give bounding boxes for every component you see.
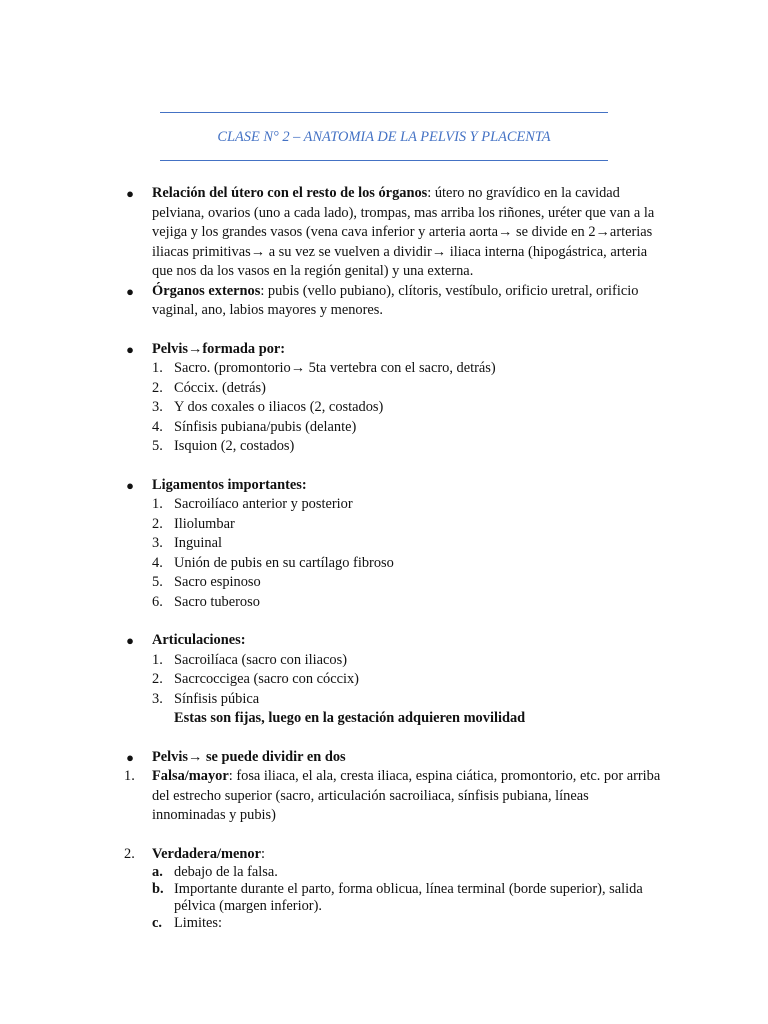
list-number: 3. <box>152 399 163 415</box>
list-item <box>124 534 664 554</box>
verdadera-heading: Verdadera/menor <box>152 845 261 862</box>
list-item-text: Sacro tuberoso <box>174 593 260 610</box>
list-item <box>124 515 664 535</box>
list-item-text: Isquion (2, costados) <box>174 438 295 454</box>
falsa-paragraph <box>124 767 664 826</box>
list-item-text: Unión de pubis en su cartílago fibroso <box>174 554 394 571</box>
title-block <box>160 112 608 161</box>
list-letter: a. <box>152 864 163 880</box>
list-number: 1. <box>152 496 163 512</box>
list-item <box>124 670 664 690</box>
list-item <box>124 379 664 399</box>
bullet-icon: ● <box>126 341 134 357</box>
ligamentos-heading: Ligamentos importantes: <box>152 476 307 493</box>
organos-paragraph <box>124 282 664 321</box>
list-item <box>124 418 664 438</box>
organos-heading: Órganos externos <box>152 282 261 299</box>
list-number: 5. <box>152 438 163 454</box>
list-letter: b. <box>152 881 164 897</box>
page-title: CLASE N° 2 – ANATOMIA DE LA PELVIS Y PLACENTA <box>217 129 551 145</box>
bullet-icon: ● <box>126 477 134 493</box>
list-item <box>124 690 664 710</box>
list-item <box>124 359 664 379</box>
list-number: 3. <box>152 535 163 551</box>
pelvis-list <box>124 359 664 457</box>
list-item <box>124 651 664 671</box>
falsa-heading: Falsa/mayor <box>152 768 229 784</box>
list-item-text: Sínfisis púbica <box>174 690 260 707</box>
list-item <box>124 573 664 593</box>
document-body <box>124 184 664 932</box>
falsa-text: : fosa iliaca, el ala, cresta iliaca, espina ciática, promontorio, etc. por arriba del estrecho superior (sacro, articulación sacroiliaca, sínfisis pubiana, líneas innominadas y pubis) <box>152 768 661 823</box>
articulaciones-list <box>124 651 664 710</box>
list-number: 3. <box>152 690 163 707</box>
list-item-text: Limites: <box>174 915 222 931</box>
organos-text: : pubis (vello pubiano), clítoris, vestíbulo, orificio uretral, orificio vaginal, ano, labios mayores y menores. <box>152 282 639 318</box>
verdadera-colon: : <box>260 845 265 862</box>
relacion-heading: Relación del útero con el resto de los órganos <box>152 185 428 201</box>
list-item-text: Iliolumbar <box>174 515 235 532</box>
list-number: 2. <box>152 379 163 396</box>
division-heading: Pelvis→ se puede dividir en dos <box>152 748 346 765</box>
list-item-text: Sacro espinoso <box>174 574 261 590</box>
list-letter: c. <box>152 915 162 931</box>
articulaciones-note: Estas son fijas, luego en la gestación adquieren movilidad <box>174 710 526 726</box>
bullet-icon: ● <box>126 749 134 765</box>
list-number: 1. <box>152 360 163 376</box>
bullet-icon: ● <box>126 633 134 648</box>
relacion-text: : útero no gravídico en la cavidad pelviana, ovarios (uno a cada lado), trompas, mas arriba los riñones, uréter que van a la vejiga y los grandes vasos (vena cava inferior y arteria aorta→ se divide en 2→arterias iliacas primitivas→ a su vez se vuelven a dividir→ iliaca interna (hipogástrica, arteria que nos da los vasos en la región genital) y una externa. <box>152 185 655 279</box>
list-item <box>124 437 664 457</box>
ligamentos-list <box>124 495 664 612</box>
articulaciones-heading: Articulaciones: <box>152 632 246 648</box>
pelvis-heading: Pelvis→formada por: <box>152 340 286 357</box>
list-item <box>124 593 664 613</box>
bullet-icon: ● <box>126 186 134 201</box>
list-item <box>124 398 664 418</box>
list-number: 1. <box>124 768 135 784</box>
pelvis-heading-line <box>124 340 664 360</box>
articulaciones-heading-line <box>124 631 664 651</box>
list-item <box>124 554 664 574</box>
list-number: 2. <box>152 671 163 687</box>
list-item-text: Sacroilíaca (sacro con iliacos) <box>174 651 348 668</box>
verdadera-paragraph <box>124 845 664 865</box>
list-item-text: Y dos coxales o iliacos (2, costados) <box>174 399 384 415</box>
title-rule-bottom <box>160 160 608 161</box>
list-item <box>124 915 664 932</box>
list-item-text: Sacrcoccigea (sacro con cóccix) <box>174 671 359 687</box>
list-number: 1. <box>152 651 163 668</box>
ligamentos-heading-line <box>124 476 664 496</box>
list-item-text: debajo de la falsa. <box>174 864 278 880</box>
verdadera-list <box>124 864 664 932</box>
list-item-text: Sínfisis pubiana/pubis (delante) <box>174 418 357 435</box>
division-heading-line <box>124 748 664 768</box>
list-number: 4. <box>152 554 163 571</box>
list-item <box>124 495 664 515</box>
list-number: 4. <box>152 418 163 435</box>
list-number: 5. <box>152 574 163 590</box>
list-item-text: Importante durante el parto, forma oblicua, línea terminal (borde superior), salida pélvica (margen inferior). <box>174 881 643 914</box>
list-item-text: Cóccix. (detrás) <box>174 379 266 396</box>
list-item-text: Sacro. (promontorio→ 5ta vertebra con el sacro, detrás) <box>174 360 496 376</box>
list-number: 2. <box>152 515 163 532</box>
bullet-icon: ● <box>126 283 134 299</box>
title-rule-top <box>160 112 608 113</box>
relacion-paragraph <box>124 184 664 282</box>
list-item-text: Inguinal <box>174 535 222 551</box>
list-number: 2. <box>124 845 135 862</box>
list-item-text: Sacroilíaco anterior y posterior <box>174 496 353 512</box>
list-number: 6. <box>152 593 163 610</box>
list-item <box>124 881 664 915</box>
list-item <box>124 864 664 881</box>
